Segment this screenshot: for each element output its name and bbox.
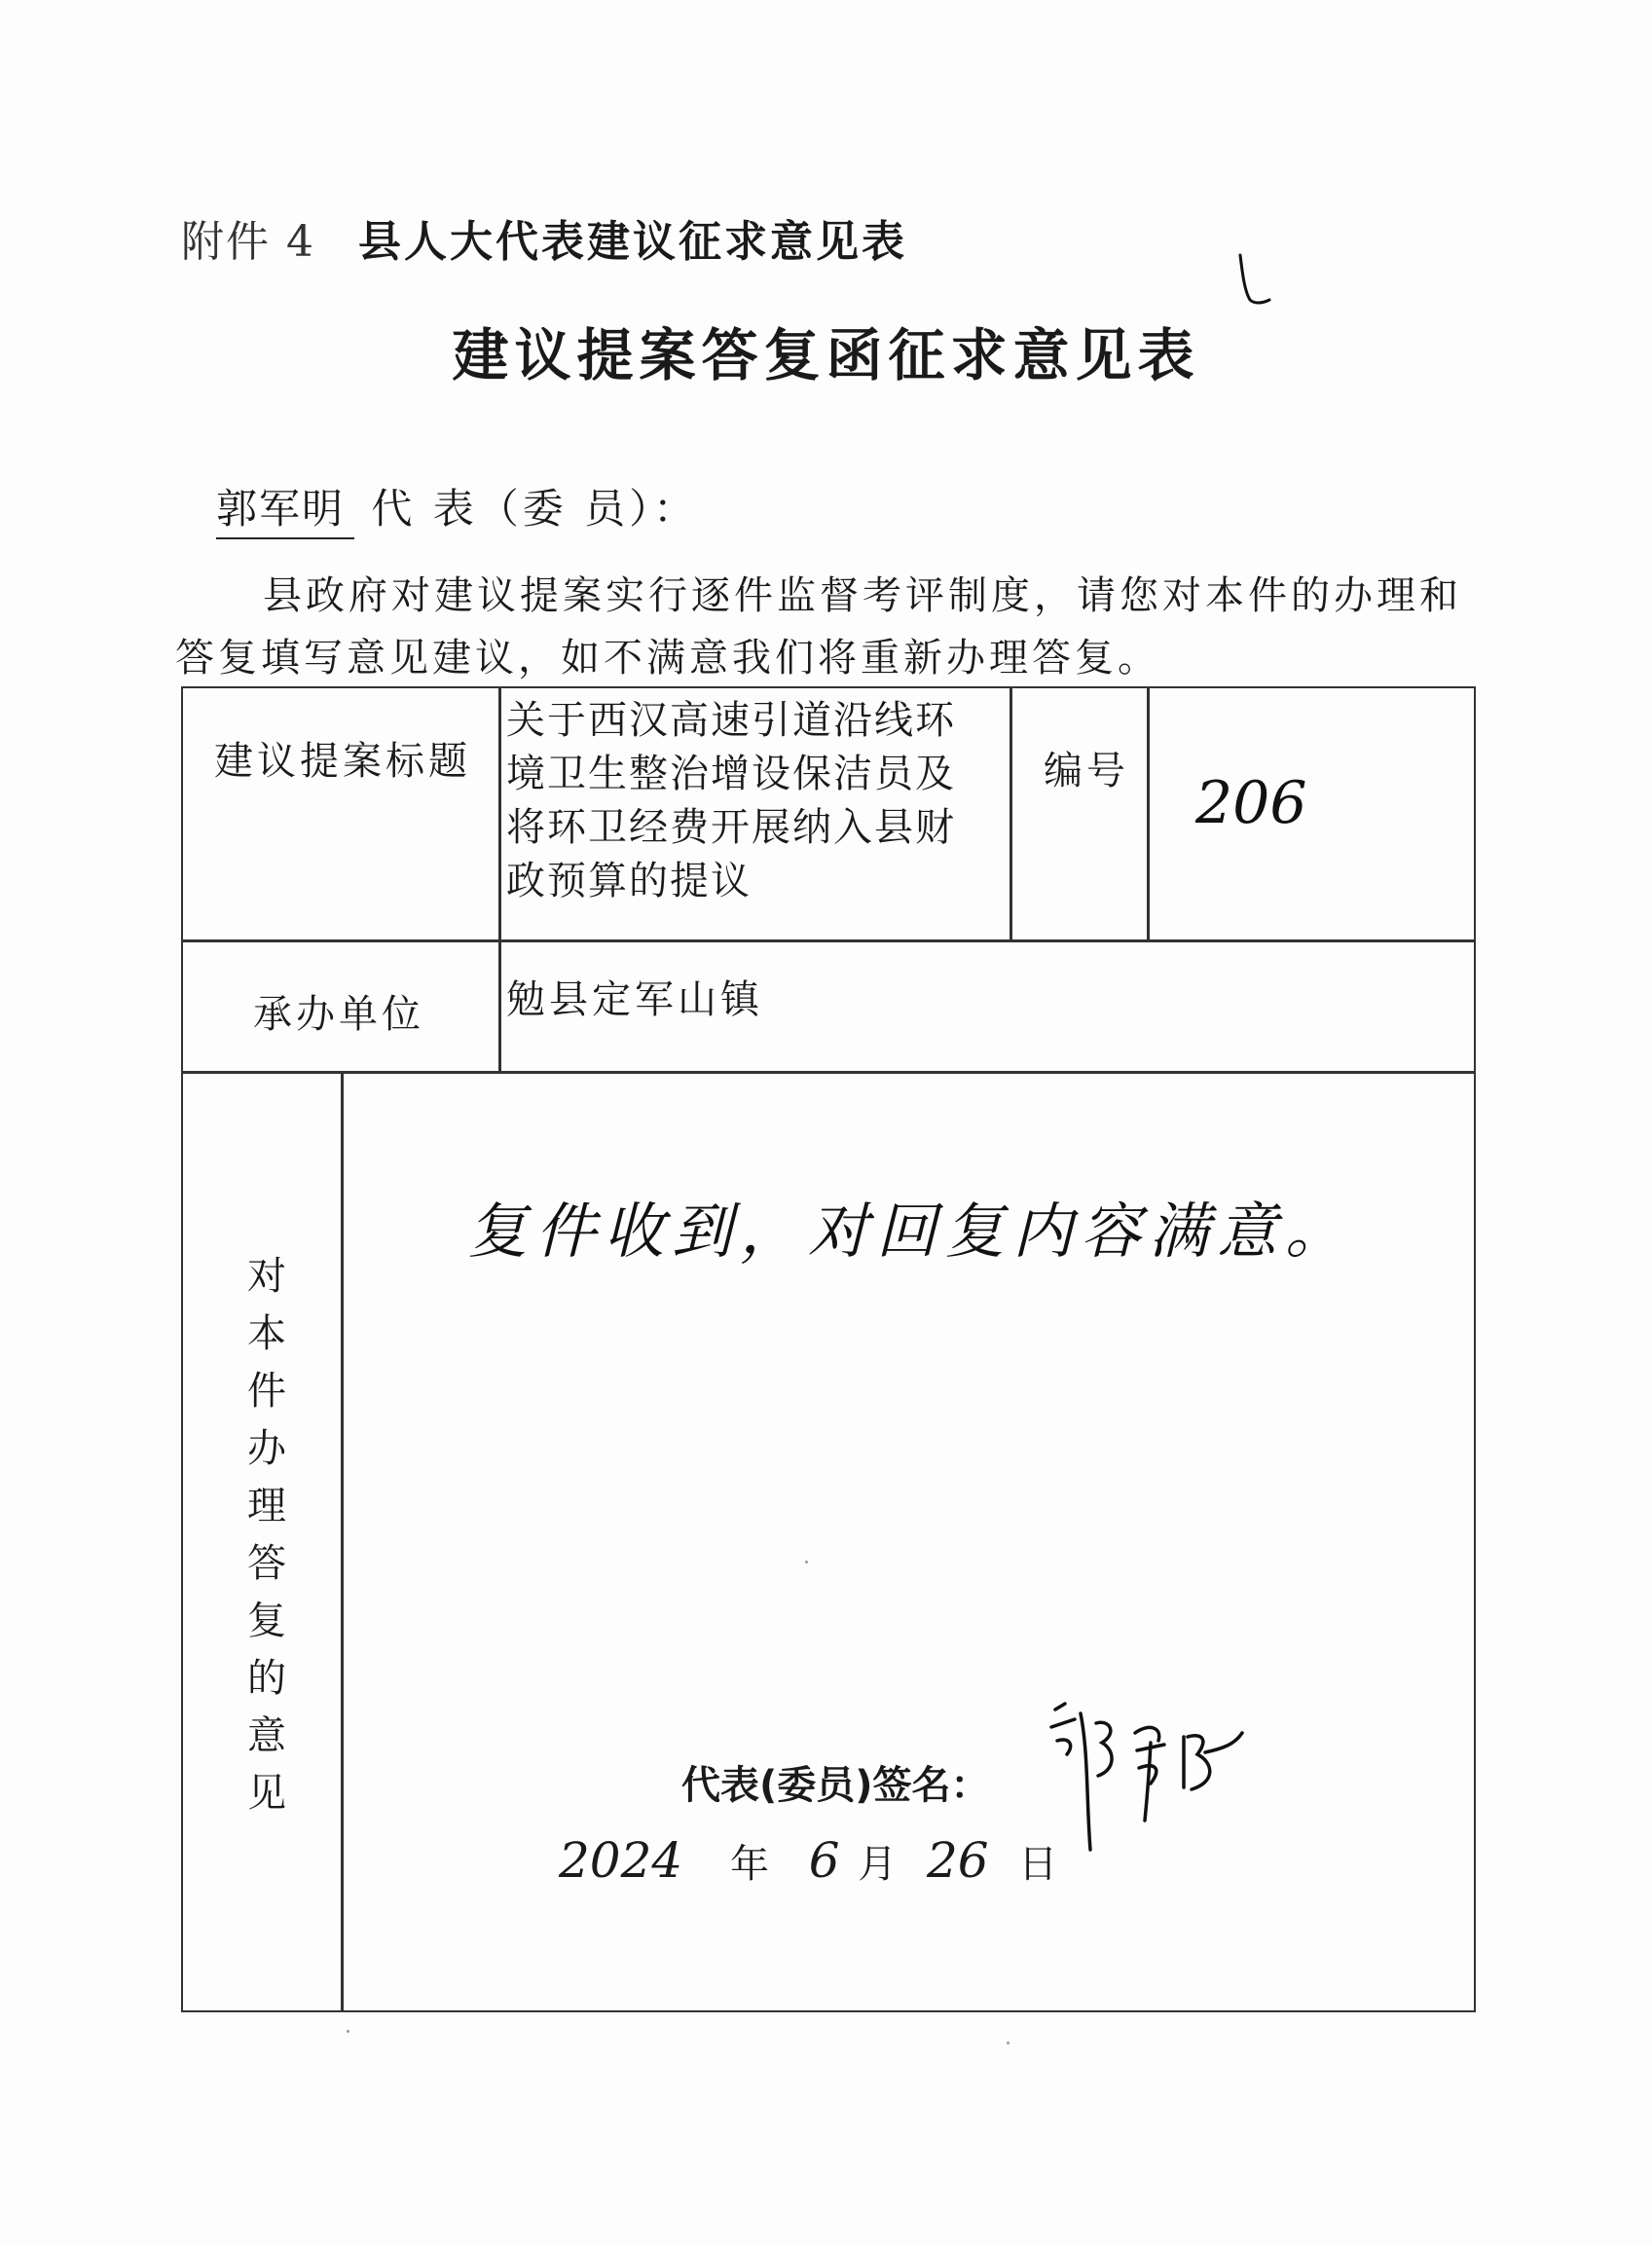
scan-speck xyxy=(1007,2042,1010,2044)
salutation xyxy=(216,477,698,539)
date-day-unit: 日 xyxy=(1018,1842,1058,1887)
table-divider xyxy=(498,686,501,1071)
number-value: 206 xyxy=(1195,769,1307,837)
attachment-name: 县人大代表建议征求意见表 xyxy=(357,217,907,267)
attachment-label: 附件 4 xyxy=(181,217,315,267)
table-divider xyxy=(1010,686,1012,939)
salutation-suffix: 代 表（委 员）： xyxy=(371,485,699,533)
intro-paragraph: 县政府对建议提案实行逐件监督考评制度，请您对本件的办理和答复填写意见建议，如不满意我们将重新办理答复。 xyxy=(175,573,1462,681)
number-label: 编号 xyxy=(1044,749,1129,793)
representative-name: 郭军明 xyxy=(216,477,354,539)
scan-speck xyxy=(347,2030,349,2033)
scan-speck xyxy=(805,1561,808,1564)
table-divider xyxy=(181,1071,1476,1074)
table-divider xyxy=(341,1071,344,2012)
date-month: 6 xyxy=(808,1832,840,1889)
pen-tick-mark xyxy=(1236,251,1275,310)
unit-value: 勉县定军山镇 xyxy=(506,977,763,1022)
date-row xyxy=(559,1832,1057,1889)
date-year: 2024 xyxy=(559,1832,683,1889)
date-year-unit: 年 xyxy=(729,1842,769,1887)
table-divider xyxy=(1147,686,1150,939)
date-month-unit: 月 xyxy=(858,1842,898,1887)
date-day: 26 xyxy=(926,1832,989,1889)
proposal-title-value: 关于西汉高速引道沿线环境卫生整治增设保洁员及将环卫经费开展纳入县财政预算的提议 xyxy=(506,698,956,903)
opinion-label: 对本件办理答复的意见 xyxy=(247,1254,286,1816)
page-title: 建议提案答复函征求意见表 xyxy=(452,322,1200,388)
title-label: 建议提案标题 xyxy=(214,739,471,784)
attachment-header xyxy=(181,206,907,269)
signature-label: 代表(委员)签名： xyxy=(681,1763,990,1808)
table-divider xyxy=(181,939,1476,942)
opinion-value: 复件收到，对回复内容满意。 xyxy=(467,1196,1354,1267)
handwritten-signature xyxy=(1042,1694,1256,1879)
unit-label: 承办单位 xyxy=(253,992,424,1037)
